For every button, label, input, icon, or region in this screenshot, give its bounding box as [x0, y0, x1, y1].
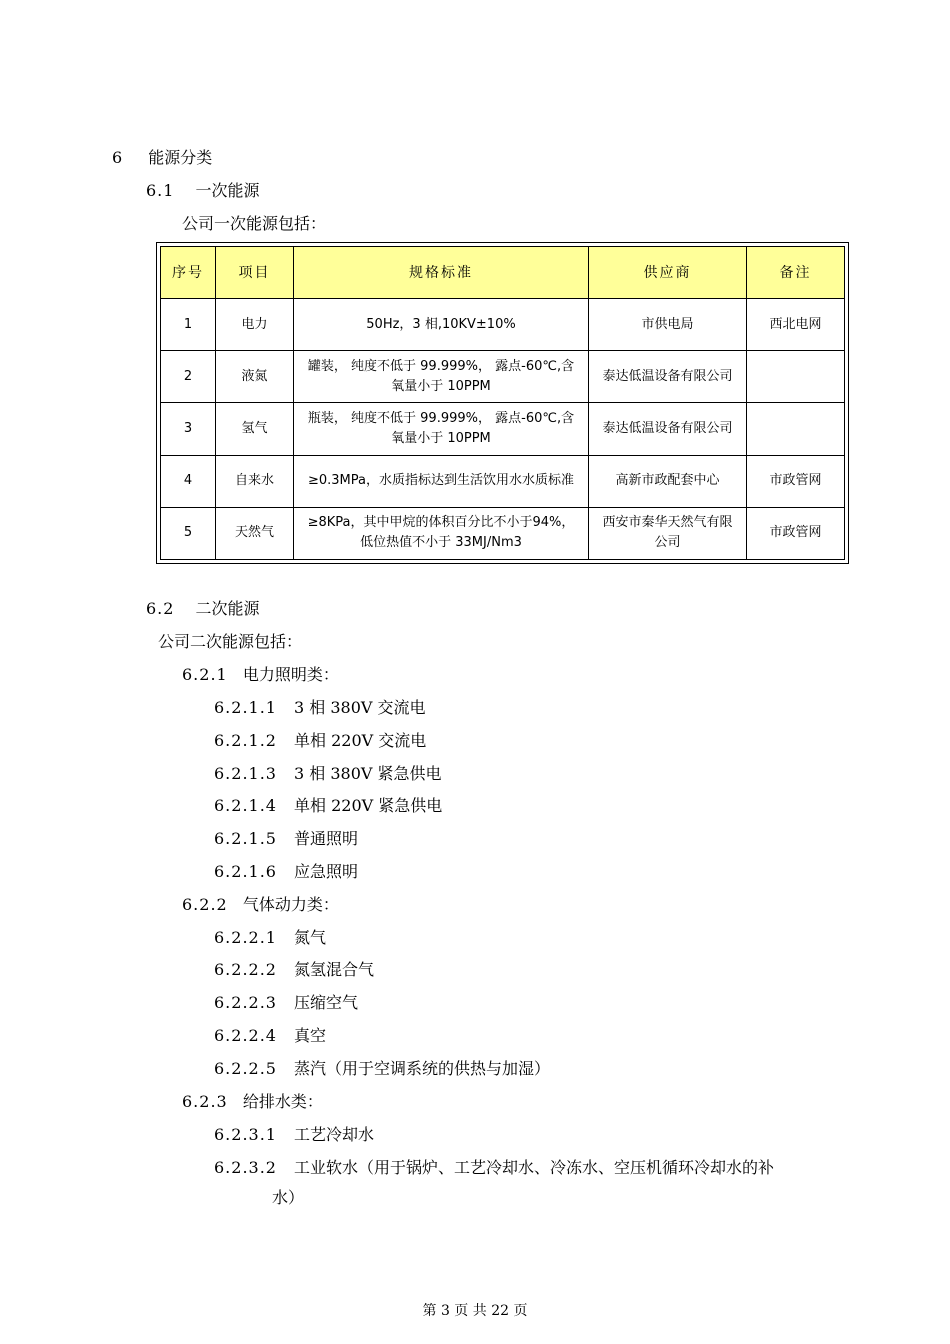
item-text: 压缩空气: [294, 993, 359, 1012]
item-text: 蒸汽（用于空调系统的供热与加湿）: [294, 1059, 551, 1078]
header-note: 备注: [747, 247, 845, 299]
cell-note: 西北电网: [747, 299, 845, 351]
item-number: 6.2.2.4: [214, 1026, 277, 1045]
cell-item: 天然气: [216, 507, 294, 559]
cell-spec: 50Hz，3 相,10KV±10%: [294, 299, 589, 351]
cell-no: 5: [161, 507, 216, 559]
item-text: 单相 220V 交流电: [294, 731, 427, 750]
table-row: [161, 299, 845, 351]
cell-spec: 罐装， 纯度不低于 99.999%， 露点-60℃,含氧量小于 10PPM: [294, 351, 589, 403]
list-item: [214, 1125, 374, 1145]
table-row: [161, 403, 845, 455]
list-item: [214, 731, 426, 751]
item-number: 6.2.1.3: [214, 764, 277, 783]
item-number: 6.2.2.1: [214, 928, 277, 947]
section-6-heading: [112, 148, 212, 168]
section-title: 电力照明类：: [242, 665, 339, 684]
item-text: 氮气: [294, 928, 327, 947]
cell-supplier: 泰达低温设备有限公司: [589, 351, 747, 403]
section-number: 6.2: [146, 599, 175, 618]
cell-supplier: 高新市政配套中心: [589, 455, 747, 507]
header-supplier: 供应商: [589, 247, 747, 299]
header-no: 序号: [161, 247, 216, 299]
item-number: 6.2.1.5: [214, 829, 277, 848]
section-6-2-1-heading: [182, 665, 339, 685]
list-item: [214, 928, 326, 948]
cell-spec: 瓶装， 纯度不低于 99.999%， 露点-60℃,含氧量小于 10PPM: [294, 403, 589, 455]
cell-note: 市政管网: [747, 455, 845, 507]
item-text: 应急照明: [294, 862, 359, 881]
item-number: 6.2.2.3: [214, 993, 277, 1012]
section-title: 一次能源: [195, 181, 260, 200]
list-item: [214, 960, 374, 980]
cell-spec: ≥0.3MPa，水质指标达到生活饮用水水质标准: [294, 455, 589, 507]
list-item: [214, 1026, 326, 1046]
section-intro: 公司一次能源包括：: [182, 214, 327, 233]
item-number: 6.2.1.2: [214, 731, 277, 750]
item-text-continued: 水）: [272, 1188, 305, 1207]
cell-item: 液氮: [216, 351, 294, 403]
section-intro: 公司二次能源包括：: [158, 632, 303, 651]
item-number: 6.2.1.4: [214, 796, 277, 815]
section-6-2-2-heading: [182, 895, 339, 915]
header-spec: 规格标准: [294, 247, 589, 299]
cell-no: 4: [161, 455, 216, 507]
item-text: 工艺冷却水: [294, 1125, 375, 1144]
cell-supplier: 市供电局: [589, 299, 747, 351]
section-title: 给排水类：: [242, 1092, 323, 1111]
section-number: 6.2.1: [182, 665, 228, 684]
section-6-1-heading: [146, 181, 260, 201]
item-text: 单相 220V 紧急供电: [294, 796, 443, 815]
section-title: 能源分类: [148, 148, 213, 167]
list-item: [214, 1158, 774, 1178]
primary-energy-table: [160, 246, 845, 560]
table-row: [161, 351, 845, 403]
section-6-2-heading: [146, 599, 260, 619]
item-text: 氮氢混合气: [294, 960, 375, 979]
section-number: 6.2.3: [182, 1092, 228, 1111]
table-row: [161, 455, 845, 507]
cell-no: 2: [161, 351, 216, 403]
list-item: [214, 796, 442, 816]
table-row: [161, 507, 845, 559]
cell-spec: ≥8KPa，其中甲烷的体积百分比不小于94%，低位热值不小于 33MJ/Nm3: [294, 507, 589, 559]
table-header-row: [161, 247, 845, 299]
section-number: 6.1: [146, 181, 175, 200]
item-text: 普通照明: [294, 829, 359, 848]
section-number: 6: [112, 148, 124, 167]
section-6-2-3-heading: [182, 1092, 323, 1112]
list-item: [214, 1059, 550, 1079]
item-text: 3 相 380V 交流电: [294, 698, 426, 717]
cell-no: 1: [161, 299, 216, 351]
cell-item: 电力: [216, 299, 294, 351]
energy-table-frame: [156, 242, 849, 564]
cell-note: [747, 351, 845, 403]
page-footer: 第 3 页 共 22 页: [422, 1303, 528, 1319]
header-item: 项目: [216, 247, 294, 299]
cell-no: 3: [161, 403, 216, 455]
cell-item: 自来水: [216, 455, 294, 507]
list-item: [214, 829, 358, 849]
item-number: 6.2.2.2: [214, 960, 277, 979]
list-item: [214, 764, 442, 784]
item-number: 6.2.1.1: [214, 698, 277, 717]
list-item: [214, 993, 358, 1013]
cell-note: 市政管网: [747, 507, 845, 559]
section-title: 气体动力类：: [242, 895, 339, 914]
section-number: 6.2.2: [182, 895, 228, 914]
section-title: 二次能源: [195, 599, 260, 618]
cell-supplier: 泰达低温设备有限公司: [589, 403, 747, 455]
item-number: 6.2.3.1: [214, 1125, 277, 1144]
item-text: 工业软水（用于锅炉、工艺冷却水、冷冻水、空压机循环冷却水的补: [294, 1158, 775, 1177]
list-item: [214, 862, 358, 882]
cell-note: [747, 403, 845, 455]
cell-supplier: 西安市秦华天然气有限公司: [589, 507, 747, 559]
list-item: [214, 698, 426, 718]
item-number: 6.2.2.5: [214, 1059, 277, 1078]
item-number: 6.2.1.6: [214, 862, 277, 881]
cell-item: 氢气: [216, 403, 294, 455]
item-number: 6.2.3.2: [214, 1158, 277, 1177]
item-text: 3 相 380V 紧急供电: [294, 764, 442, 783]
item-text: 真空: [294, 1026, 327, 1045]
